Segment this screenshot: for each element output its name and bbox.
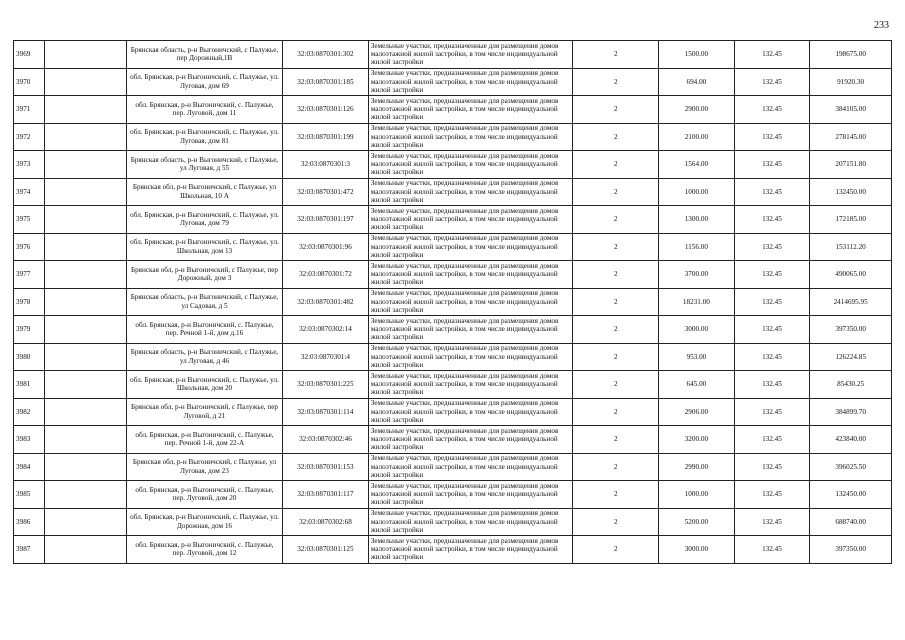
rate-cell: 132.45 xyxy=(734,426,810,454)
cadastral-value-cell: 384105.00 xyxy=(810,96,892,124)
row-number-cell: 3982 xyxy=(14,398,45,426)
area-cell: 2906.00 xyxy=(659,398,735,426)
empty-cell xyxy=(45,206,127,234)
cadastral-number-cell: 32:03:0870301:199 xyxy=(283,123,369,151)
land-registry-table xyxy=(13,40,892,564)
cadastral-value-cell: 132450.00 xyxy=(810,481,892,509)
area-cell: 645.00 xyxy=(659,371,735,399)
category-cell: 2 xyxy=(573,41,659,69)
empty-cell xyxy=(45,508,127,536)
empty-cell xyxy=(45,426,127,454)
land-use-cell: Земельные участки, предназначенные для размещения домов малоэтажной жилой застройки, в том числе индивидуальной жилой застройки xyxy=(368,41,573,69)
land-use-cell: Земельные участки, предназначенные для размещения домов малоэтажной жилой застройки, в том числе индивидуальной жилой застройки xyxy=(368,178,573,206)
row-number-cell: 3985 xyxy=(14,481,45,509)
address-cell: Брянская обл, р-н Выгоничский, с Палужье, ул Школьная, 10 А xyxy=(126,178,282,206)
cadastral-value-cell: 126224.85 xyxy=(810,343,892,371)
empty-cell xyxy=(45,178,127,206)
empty-cell xyxy=(45,233,127,261)
address-cell: обл. Брянская, р-н Выгоничский, с. Палужье, ул. Школьная, дом 20 xyxy=(126,371,282,399)
cadastral-number-cell: 32:03:0870301:472 xyxy=(283,178,369,206)
table-row xyxy=(14,288,892,316)
address-cell: Брянская область, р-н Выгоничский, с Палужье, ул Луговая, д 46 xyxy=(126,343,282,371)
area-cell: 1156.00 xyxy=(659,233,735,261)
address-cell: обл. Брянская, р-н Выгоничский, с. Палужье, ул. Луговая, дом 81 xyxy=(126,123,282,151)
rate-cell: 132.45 xyxy=(734,453,810,481)
land-use-cell: Земельные участки, предназначенные для размещения домов малоэтажной жилой застройки, в том числе индивидуальной жилой застройки xyxy=(368,151,573,179)
rate-cell: 132.45 xyxy=(734,316,810,344)
row-number-cell: 3977 xyxy=(14,261,45,289)
cadastral-number-cell: 32:03:0870302:14 xyxy=(283,316,369,344)
row-number-cell: 3975 xyxy=(14,206,45,234)
rate-cell: 132.45 xyxy=(734,398,810,426)
table-row xyxy=(14,233,892,261)
cadastral-number-cell: 32:03:0870301:482 xyxy=(283,288,369,316)
land-use-cell: Земельные участки, предназначенные для размещения домов малоэтажной жилой застройки, в том числе индивидуальной жилой застройки xyxy=(368,453,573,481)
address-cell: Брянская область, р-н Выгоничский, с Палужье, ул Садовая, д 5 xyxy=(126,288,282,316)
address-cell: Брянская область, р-н Выгоничский, с Палужье, пер Дорожный,1В xyxy=(126,41,282,69)
row-number-cell: 3973 xyxy=(14,151,45,179)
rate-cell: 132.45 xyxy=(734,151,810,179)
land-use-cell: Земельные участки, предназначенные для размещения домов малоэтажной жилой застройки, в том числе индивидуальной жилой застройки xyxy=(368,508,573,536)
table-row xyxy=(14,96,892,124)
cadastral-value-cell: 384899.70 xyxy=(810,398,892,426)
cadastral-number-cell: 32:03:0870301:3 xyxy=(283,151,369,179)
area-cell: 3700.00 xyxy=(659,261,735,289)
category-cell: 2 xyxy=(573,426,659,454)
table-row xyxy=(14,426,892,454)
area-cell: 953.00 xyxy=(659,343,735,371)
table-body xyxy=(14,41,892,564)
category-cell: 2 xyxy=(573,123,659,151)
category-cell: 2 xyxy=(573,371,659,399)
cadastral-number-cell: 32:03:0870301:114 xyxy=(283,398,369,426)
cadastral-number-cell: 32:03:0870301:153 xyxy=(283,453,369,481)
category-cell: 2 xyxy=(573,206,659,234)
rate-cell: 132.45 xyxy=(734,343,810,371)
area-cell: 1000.00 xyxy=(659,481,735,509)
land-use-cell: Земельные участки, предназначенные для размещения домов малоэтажной жилой застройки, в том числе индивидуальной жилой застройки xyxy=(368,343,573,371)
empty-cell xyxy=(45,481,127,509)
address-cell: обл. Брянская, р-н Выгоничский, с. Палужье, пер. Луговой, дом 11 xyxy=(126,96,282,124)
empty-cell xyxy=(45,261,127,289)
area-cell: 2990.00 xyxy=(659,453,735,481)
cadastral-value-cell: 397350.00 xyxy=(810,536,892,564)
area-cell: 1564.00 xyxy=(659,151,735,179)
row-number-cell: 3986 xyxy=(14,508,45,536)
rate-cell: 132.45 xyxy=(734,261,810,289)
land-use-cell: Земельные участки, предназначенные для размещения домов малоэтажной жилой застройки, в том числе индивидуальной жилой застройки xyxy=(368,96,573,124)
cadastral-value-cell: 490065.00 xyxy=(810,261,892,289)
empty-cell xyxy=(45,453,127,481)
cadastral-value-cell: 2414695.95 xyxy=(810,288,892,316)
empty-cell xyxy=(45,68,127,96)
category-cell: 2 xyxy=(573,398,659,426)
category-cell: 2 xyxy=(573,508,659,536)
empty-cell xyxy=(45,123,127,151)
page-number: 233 xyxy=(874,20,889,31)
cadastral-number-cell: 32:03:0870301:126 xyxy=(283,96,369,124)
area-cell: 5200.00 xyxy=(659,508,735,536)
category-cell: 2 xyxy=(573,233,659,261)
cadastral-value-cell: 198675.00 xyxy=(810,41,892,69)
land-use-cell: Земельные участки, предназначенные для размещения домов малоэтажной жилой застройки, в том числе индивидуальной жилой застройки xyxy=(368,123,573,151)
table-row xyxy=(14,481,892,509)
table-row xyxy=(14,508,892,536)
land-use-cell: Земельные участки, предназначенные для размещения домов малоэтажной жилой застройки, в том числе индивидуальной жилой застройки xyxy=(368,68,573,96)
table-row xyxy=(14,316,892,344)
cadastral-value-cell: 207151.80 xyxy=(810,151,892,179)
rate-cell: 132.45 xyxy=(734,123,810,151)
rate-cell: 132.45 xyxy=(734,481,810,509)
cadastral-number-cell: 32:03:0870301:72 xyxy=(283,261,369,289)
cadastral-value-cell: 85430.25 xyxy=(810,371,892,399)
rate-cell: 132.45 xyxy=(734,206,810,234)
address-cell: обл. Брянская, р-н Выгоничский, с. Палужье, ул. Школьная, дом 13 xyxy=(126,233,282,261)
rate-cell: 132.45 xyxy=(734,41,810,69)
address-cell: Брянская обл, р-н Выгоничский, с Палужье, пер Дорожный, дом 3 xyxy=(126,261,282,289)
row-number-cell: 3979 xyxy=(14,316,45,344)
land-use-cell: Земельные участки, предназначенные для размещения домов малоэтажной жилой застройки, в том числе индивидуальной жилой застройки xyxy=(368,398,573,426)
empty-cell xyxy=(45,151,127,179)
area-cell: 2900.00 xyxy=(659,96,735,124)
cadastral-number-cell: 32:03:0870301:302 xyxy=(283,41,369,69)
address-cell: обл. Брянская, р-н Выгоничский, с. Палужье, пер. Речной 1-й, дом д.16 xyxy=(126,316,282,344)
land-use-cell: Земельные участки, предназначенные для размещения домов малоэтажной жилой застройки, в том числе индивидуальной жилой застройки xyxy=(368,316,573,344)
empty-cell xyxy=(45,536,127,564)
category-cell: 2 xyxy=(573,151,659,179)
category-cell: 2 xyxy=(573,343,659,371)
cadastral-number-cell: 32:03:0870301:4 xyxy=(283,343,369,371)
row-number-cell: 3983 xyxy=(14,426,45,454)
land-use-cell: Земельные участки, предназначенные для размещения домов малоэтажной жилой застройки, в том числе индивидуальной жилой застройки xyxy=(368,481,573,509)
area-cell: 3000.00 xyxy=(659,316,735,344)
rate-cell: 132.45 xyxy=(734,508,810,536)
cadastral-number-cell: 32:03:0870301:197 xyxy=(283,206,369,234)
table-row xyxy=(14,123,892,151)
cadastral-value-cell: 153112.20 xyxy=(810,233,892,261)
empty-cell xyxy=(45,316,127,344)
cadastral-number-cell: 32:03:0870301:117 xyxy=(283,481,369,509)
area-cell: 1300.00 xyxy=(659,206,735,234)
category-cell: 2 xyxy=(573,178,659,206)
row-number-cell: 3969 xyxy=(14,41,45,69)
land-use-cell: Земельные участки, предназначенные для размещения домов малоэтажной жилой застройки, в том числе индивидуальной жилой застройки xyxy=(368,426,573,454)
cadastral-value-cell: 132450.00 xyxy=(810,178,892,206)
land-use-cell: Земельные участки, предназначенные для размещения домов малоэтажной жилой застройки, в том числе индивидуальной жилой застройки xyxy=(368,261,573,289)
land-use-cell: Земельные участки, предназначенные для размещения домов малоэтажной жилой застройки, в том числе индивидуальной жилой застройки xyxy=(368,233,573,261)
area-cell: 3200.00 xyxy=(659,426,735,454)
cadastral-value-cell: 423840.00 xyxy=(810,426,892,454)
cadastral-value-cell: 397350.00 xyxy=(810,316,892,344)
row-number-cell: 3981 xyxy=(14,371,45,399)
address-cell: Брянская обл, р-н Выгоничский, с Палужье, пер Луговой, д 21 xyxy=(126,398,282,426)
table-row xyxy=(14,343,892,371)
row-number-cell: 3984 xyxy=(14,453,45,481)
cadastral-value-cell: 172185.00 xyxy=(810,206,892,234)
category-cell: 2 xyxy=(573,536,659,564)
table-row xyxy=(14,206,892,234)
area-cell: 2100.00 xyxy=(659,123,735,151)
cadastral-value-cell: 396025.50 xyxy=(810,453,892,481)
empty-cell xyxy=(45,288,127,316)
land-use-cell: Земельные участки, предназначенные для размещения домов малоэтажной жилой застройки, в том числе индивидуальной жилой застройки xyxy=(368,536,573,564)
category-cell: 2 xyxy=(573,316,659,344)
row-number-cell: 3978 xyxy=(14,288,45,316)
table-row xyxy=(14,178,892,206)
table-row xyxy=(14,41,892,69)
table-row xyxy=(14,261,892,289)
category-cell: 2 xyxy=(573,288,659,316)
category-cell: 2 xyxy=(573,453,659,481)
row-number-cell: 3970 xyxy=(14,68,45,96)
empty-cell xyxy=(45,398,127,426)
category-cell: 2 xyxy=(573,481,659,509)
row-number-cell: 3974 xyxy=(14,178,45,206)
cadastral-number-cell: 32:03:0870301:185 xyxy=(283,68,369,96)
land-use-cell: Земельные участки, предназначенные для размещения домов малоэтажной жилой застройки, в том числе индивидуальной жилой застройки xyxy=(368,371,573,399)
area-cell: 3000.00 xyxy=(659,536,735,564)
table-row xyxy=(14,398,892,426)
table-row xyxy=(14,536,892,564)
address-cell: обл. Брянская, р-н Выгоничский, с. Палужье, ул. Луговая, дом 79 xyxy=(126,206,282,234)
row-number-cell: 3980 xyxy=(14,343,45,371)
cadastral-number-cell: 32:03:0870301:225 xyxy=(283,371,369,399)
table-row xyxy=(14,151,892,179)
area-cell: 694.00 xyxy=(659,68,735,96)
rate-cell: 132.45 xyxy=(734,96,810,124)
rate-cell: 132.45 xyxy=(734,233,810,261)
cadastral-value-cell: 278145.00 xyxy=(810,123,892,151)
cadastral-number-cell: 32:03:0870302:46 xyxy=(283,426,369,454)
rate-cell: 132.45 xyxy=(734,178,810,206)
rate-cell: 132.45 xyxy=(734,288,810,316)
cadastral-number-cell: 32:03:0870301:96 xyxy=(283,233,369,261)
table-row xyxy=(14,453,892,481)
address-cell: обл. Брянская, р-н Выгоничский, с. Палужье, пер. Речной 1-й, дом 22-А xyxy=(126,426,282,454)
empty-cell xyxy=(45,96,127,124)
address-cell: Брянская обл, р-н Выгоничский, с Палужье, ул Луговая, дом 23 xyxy=(126,453,282,481)
rate-cell: 132.45 xyxy=(734,536,810,564)
cadastral-value-cell: 91920.30 xyxy=(810,68,892,96)
row-number-cell: 3971 xyxy=(14,96,45,124)
address-cell: обл. Брянская, р-н Выгоничский, с. Палужье, пер. Луговой, дом 20 xyxy=(126,481,282,509)
address-cell: обл. Брянская, р-н Выгоничский, с. Палужье, ул. Луговая, дом 69 xyxy=(126,68,282,96)
table-row xyxy=(14,371,892,399)
row-number-cell: 3972 xyxy=(14,123,45,151)
empty-cell xyxy=(45,371,127,399)
area-cell: 1000.00 xyxy=(659,178,735,206)
land-use-cell: Земельные участки, предназначенные для размещения домов малоэтажной жилой застройки, в том числе индивидуальной жилой застройки xyxy=(368,206,573,234)
category-cell: 2 xyxy=(573,261,659,289)
category-cell: 2 xyxy=(573,68,659,96)
address-cell: Брянская область, р-н Выгоничский, с Палужье, ул Луговая, д 55 xyxy=(126,151,282,179)
land-use-cell: Земельные участки, предназначенные для размещения домов малоэтажной жилой застройки, в том числе индивидуальной жилой застройки xyxy=(368,288,573,316)
address-cell: обл. Брянская, р-н Выгоничский, с. Палужье, ул. Дорожная, дом 16 xyxy=(126,508,282,536)
category-cell: 2 xyxy=(573,96,659,124)
area-cell: 18231.00 xyxy=(659,288,735,316)
cadastral-number-cell: 32:03:0870302:68 xyxy=(283,508,369,536)
rate-cell: 132.45 xyxy=(734,371,810,399)
rate-cell: 132.45 xyxy=(734,68,810,96)
address-cell: обл. Брянская, р-н Выгоничский, с. Палужье, пер. Луговой, дом 12 xyxy=(126,536,282,564)
empty-cell xyxy=(45,41,127,69)
row-number-cell: 3976 xyxy=(14,233,45,261)
area-cell: 1500.00 xyxy=(659,41,735,69)
row-number-cell: 3987 xyxy=(14,536,45,564)
cadastral-value-cell: 688740.00 xyxy=(810,508,892,536)
empty-cell xyxy=(45,343,127,371)
table-row xyxy=(14,68,892,96)
cadastral-number-cell: 32:03:0870301:125 xyxy=(283,536,369,564)
